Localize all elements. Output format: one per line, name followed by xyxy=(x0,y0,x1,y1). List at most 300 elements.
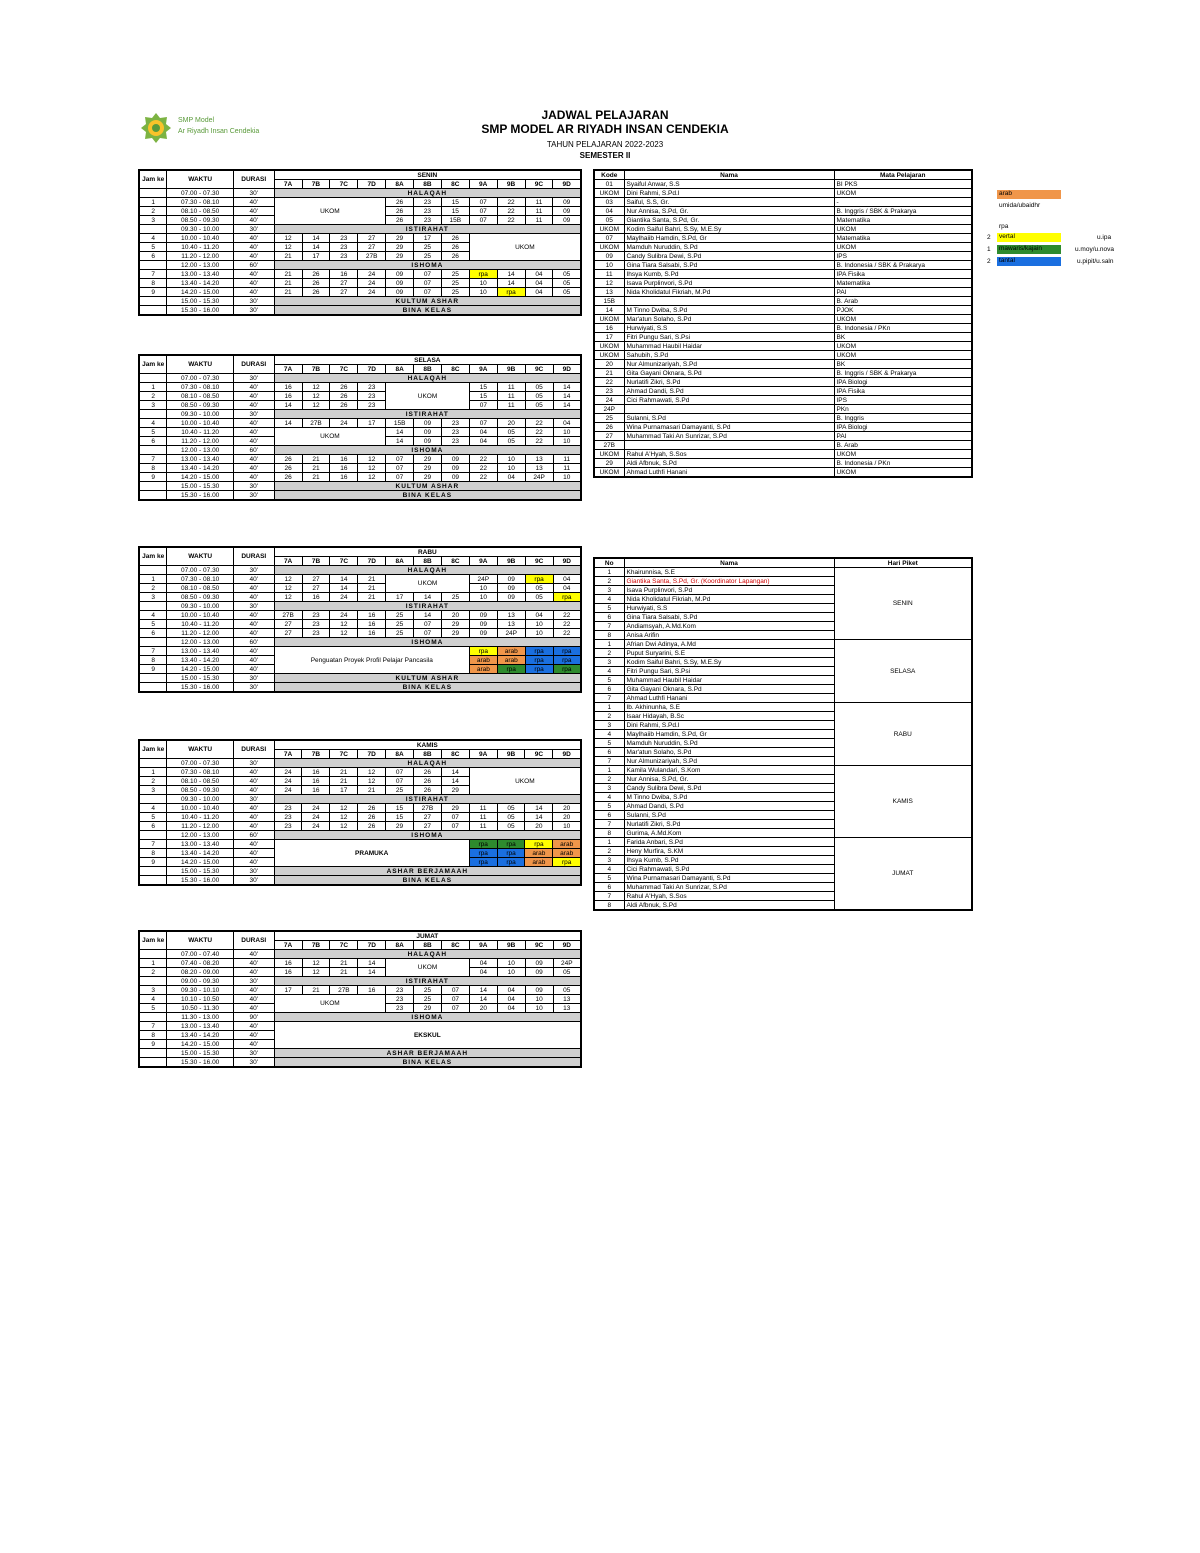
piket-number: 2 xyxy=(594,577,624,586)
class-cell: 09 xyxy=(553,216,581,225)
teacher-code: 22 xyxy=(594,378,624,387)
period-number: 7 xyxy=(139,840,167,849)
period-number: 6 xyxy=(139,252,167,261)
class-cell: 05 xyxy=(497,822,525,831)
class-cell: 29 xyxy=(386,243,414,252)
piket-number: 1 xyxy=(594,766,624,775)
class-cell: 12 xyxy=(330,813,358,822)
teacher-code: 24P xyxy=(594,405,624,414)
teacher-row xyxy=(594,441,972,450)
logo-emblem-icon xyxy=(140,112,172,144)
teacher-code: 15B xyxy=(594,297,624,306)
class-header-9D: 9D xyxy=(553,750,581,759)
teacher-subject: UKOM xyxy=(834,468,972,478)
class-cell: 27 xyxy=(358,234,386,243)
class-cell: 27B xyxy=(358,252,386,261)
class-header-8A: 8A xyxy=(386,365,414,374)
period-duration: 40' xyxy=(233,428,274,437)
period-time: 15.30 - 16.00 xyxy=(167,1058,234,1068)
activity-band: ISTIRAHAT xyxy=(274,795,581,804)
class-cell: 24 xyxy=(330,419,358,428)
period-number: 8 xyxy=(139,656,167,665)
class-cell: 09 xyxy=(525,986,553,995)
period-duration: 90' xyxy=(233,1013,274,1022)
teacher-name: Nur Annisa, S.Pd, Gr. xyxy=(624,207,834,216)
class-header-9D: 9D xyxy=(553,180,581,189)
class-cell: 07 xyxy=(414,288,442,297)
teacher-code: 17 xyxy=(594,333,624,342)
class-cell: 26 xyxy=(358,804,386,813)
class-cell: 23 xyxy=(274,813,302,822)
period-time: 13.40 - 14.20 xyxy=(167,279,234,288)
class-header-9C: 9C xyxy=(525,180,553,189)
period-duration: 40' xyxy=(233,216,274,225)
period-duration: 30' xyxy=(233,306,274,316)
piket-number: 7 xyxy=(594,622,624,631)
teacher-subject: UKOM xyxy=(834,189,972,198)
class-cell: rpa xyxy=(525,656,553,665)
piket-row xyxy=(594,703,972,712)
piket-name: M Tinno Dwiba, S.Pd xyxy=(624,793,834,802)
teacher-subject: BK xyxy=(834,333,972,342)
waktu-header: WAKTU xyxy=(167,547,234,566)
teacher-name: Ihsya Kumb, S.Pd xyxy=(624,270,834,279)
class-cell: 21 xyxy=(358,575,386,584)
class-cell: 27 xyxy=(330,288,358,297)
period-duration: 40' xyxy=(233,1004,274,1013)
class-cell: 09 xyxy=(441,464,469,473)
class-cell: arab xyxy=(553,840,581,849)
class-cell: 21 xyxy=(302,473,330,482)
class-cell: 25 xyxy=(386,786,414,795)
period-time: 08.10 - 08.50 xyxy=(167,207,234,216)
teacher-row xyxy=(594,396,972,405)
period-duration: 40' xyxy=(233,849,274,858)
logo-line-1: SMP Model xyxy=(178,117,215,124)
class-cell: 26 xyxy=(358,822,386,831)
period-number: 1 xyxy=(139,198,167,207)
period-number: 4 xyxy=(139,419,167,428)
period-number: 5 xyxy=(139,1004,167,1013)
class-header-8A: 8A xyxy=(386,557,414,566)
period-time: 09.30 - 10.00 xyxy=(167,225,234,234)
period-number: 3 xyxy=(139,216,167,225)
period-duration: 40' xyxy=(233,840,274,849)
period-time: 13.00 - 13.40 xyxy=(167,455,234,464)
class-cell: 25 xyxy=(441,270,469,279)
class-cell: 07 xyxy=(386,473,414,482)
period-duration: 40' xyxy=(233,419,274,428)
piket-day: SELASA xyxy=(834,640,972,703)
period-number: 6 xyxy=(139,629,167,638)
period-time: 08.50 - 09.30 xyxy=(167,401,234,410)
period-time: 10.40 - 11.20 xyxy=(167,243,234,252)
class-cell: 29 xyxy=(386,252,414,261)
period-time: 11.20 - 12.00 xyxy=(167,252,234,261)
schedule-row xyxy=(139,279,581,288)
class-header-8B: 8B xyxy=(414,180,442,189)
class-cell: 15 xyxy=(469,383,497,392)
class-cell: 29 xyxy=(441,786,469,795)
class-cell: 29 xyxy=(414,464,442,473)
period-time: 12.00 - 13.00 xyxy=(167,831,233,840)
class-header-8C: 8C xyxy=(442,557,470,566)
schedule-row xyxy=(139,270,581,279)
class-cell: 10 xyxy=(553,428,581,437)
period-duration: 40' xyxy=(233,593,274,602)
color-legend xyxy=(985,190,1125,270)
period-number xyxy=(139,876,167,886)
schedule-row xyxy=(139,804,581,813)
piket-number: 2 xyxy=(594,712,624,721)
class-cell: rpa xyxy=(497,858,525,867)
teacher-name: Isava Purplinvori, S.Pd xyxy=(624,279,834,288)
piket-day: SENIN xyxy=(834,568,972,640)
period-number xyxy=(139,759,167,768)
schedule-row xyxy=(139,759,581,768)
piket-name: Afrian Dwi Adinya, A.Md xyxy=(624,640,834,649)
period-number: 9 xyxy=(139,858,167,867)
teacher-subject: UKOM xyxy=(834,243,972,252)
teacher-subject: B. Indonesia / PKn xyxy=(834,459,972,468)
period-number xyxy=(139,1058,167,1068)
schedule-senin xyxy=(138,169,582,316)
class-header-9B: 9B xyxy=(497,365,525,374)
teacher-code: 03 xyxy=(594,198,624,207)
class-cell: 23 xyxy=(358,401,386,410)
legend-r1-count: 2 xyxy=(987,234,991,241)
teacher-row xyxy=(594,297,972,306)
class-cell: 10 xyxy=(497,959,525,968)
piket-number: 7 xyxy=(594,694,624,703)
class-cell: 15 xyxy=(469,392,497,401)
period-number: 7 xyxy=(139,270,167,279)
schedule-row xyxy=(139,995,581,1004)
period-number xyxy=(139,410,167,419)
piket-name: Cici Rahmawati, S.Pd xyxy=(624,865,834,874)
durasi-header: DURASI xyxy=(233,170,274,189)
class-header-7D: 7D xyxy=(358,180,386,189)
class-cell: 20 xyxy=(469,1004,497,1013)
teacher-row xyxy=(594,387,972,396)
class-cell: 04 xyxy=(469,968,497,977)
class-header-8A: 8A xyxy=(386,750,414,759)
class-cell: 23 xyxy=(274,804,302,813)
period-duration: 40' xyxy=(233,959,274,968)
class-cell: 20 xyxy=(497,419,525,428)
period-duration: 40' xyxy=(233,207,274,216)
teacher-subject: B. Indonesia / SBK & Prakarya xyxy=(834,261,972,270)
teacher-code: 16 xyxy=(594,324,624,333)
teacher-subject: IPS xyxy=(834,396,972,405)
teacher-row xyxy=(594,315,972,324)
class-header-7A: 7A xyxy=(274,365,302,374)
class-cell: 22 xyxy=(469,473,497,482)
teacher-code: 27 xyxy=(594,432,624,441)
period-time: 10.40 - 11.20 xyxy=(167,813,233,822)
class-cell: 17 xyxy=(414,234,442,243)
class-cell: 29 xyxy=(441,804,469,813)
class-cell: 09 xyxy=(441,473,469,482)
teacher-name: Sahubih, S.Pd xyxy=(624,351,834,360)
piket-name: Puput Suryarini, S.E xyxy=(624,649,834,658)
activity-band: BINA KELAS xyxy=(274,306,581,316)
class-cell: 14 xyxy=(525,813,553,822)
teacher-code: UKOM xyxy=(594,243,624,252)
period-duration: 30' xyxy=(233,1058,274,1068)
class-cell: 16 xyxy=(302,593,330,602)
teacher-name: Hurwiyati, S.S xyxy=(624,324,834,333)
class-cell: 27 xyxy=(413,822,441,831)
class-header-9D: 9D xyxy=(553,557,581,566)
period-duration: 40' xyxy=(233,1040,274,1049)
class-header-7C: 7C xyxy=(330,365,358,374)
class-cell: 05 xyxy=(553,968,581,977)
class-cell: 09 xyxy=(414,419,442,428)
period-time: 12.00 - 13.00 xyxy=(167,446,234,455)
class-cell: rpa xyxy=(469,849,497,858)
teacher-header: Mata Pelajaran xyxy=(834,170,972,180)
schedule-row xyxy=(139,813,581,822)
period-time: 11.20 - 12.00 xyxy=(167,629,234,638)
class-cell: 27 xyxy=(274,629,302,638)
period-duration: 30' xyxy=(233,225,274,234)
period-number xyxy=(139,977,167,986)
class-cell: 16 xyxy=(358,620,386,629)
period-time: 15.00 - 15.30 xyxy=(167,482,234,491)
waktu-header: WAKTU xyxy=(167,355,234,374)
period-time: 15.00 - 15.30 xyxy=(167,1049,234,1058)
period-time: 09.30 - 10.00 xyxy=(167,602,234,611)
class-cell: 23 xyxy=(302,620,330,629)
teacher-code: 21 xyxy=(594,369,624,378)
teacher-code: UKOM xyxy=(594,189,624,198)
schedule-row xyxy=(139,575,581,584)
class-cell: 14 xyxy=(497,279,525,288)
class-cell: 07 xyxy=(386,777,414,786)
teacher-name xyxy=(624,405,834,414)
activity-band: ISTIRAHAT xyxy=(274,225,581,234)
teacher-subject: Matematika xyxy=(834,279,972,288)
activity-band: KULTUM ASHAR xyxy=(274,297,581,306)
teacher-row xyxy=(594,324,972,333)
period-number: 1 xyxy=(139,383,167,392)
class-cell: 09 xyxy=(441,455,469,464)
class-cell: 27 xyxy=(274,620,302,629)
teacher-row xyxy=(594,306,972,315)
jam-header: Jam ke xyxy=(139,547,167,566)
schedule-row xyxy=(139,1049,581,1058)
teacher-row xyxy=(594,207,972,216)
schedule-row xyxy=(139,234,581,243)
class-cell: 10 xyxy=(497,968,525,977)
piket-name: Rahul A'Hyah, S.Sos xyxy=(624,892,834,901)
teacher-subject: BK xyxy=(834,360,972,369)
class-cell: 11 xyxy=(497,401,525,410)
class-cell: 22 xyxy=(469,455,497,464)
class-cell: 24 xyxy=(358,270,386,279)
piket-number: 3 xyxy=(594,658,624,667)
ukom-block: UKOM xyxy=(386,383,470,410)
teacher-code: 29 xyxy=(594,459,624,468)
schedule-kamis xyxy=(138,739,582,886)
teacher-subject: IPA Fisika xyxy=(834,387,972,396)
class-header-7A: 7A xyxy=(274,750,302,759)
class-cell: 09 xyxy=(553,207,581,216)
period-duration: 60' xyxy=(233,446,274,455)
legend-rpa: rpa xyxy=(999,223,1009,230)
period-duration: 30' xyxy=(233,674,274,683)
piket-number: 4 xyxy=(594,667,624,676)
class-cell: 22 xyxy=(469,464,497,473)
period-number: 4 xyxy=(139,804,167,813)
period-number: 3 xyxy=(139,593,167,602)
class-cell: 11 xyxy=(497,383,525,392)
schedule-row xyxy=(139,611,581,620)
class-cell: 05 xyxy=(553,279,581,288)
activity-band: HALAQAH xyxy=(274,759,581,768)
period-duration: 30' xyxy=(233,189,274,198)
p5-block: Penguatan Proyek Profil Pelajar Pancasila xyxy=(274,647,469,674)
teacher-subject: B. Inggris / SBK & Prakarya xyxy=(834,369,972,378)
period-duration: 40' xyxy=(233,813,274,822)
period-time: 12.00 - 13.00 xyxy=(167,638,234,647)
period-number xyxy=(139,1049,167,1058)
teacher-code: 14 xyxy=(594,306,624,315)
teacher-subject: UKOM xyxy=(834,315,972,324)
teacher-subject: B. Arab xyxy=(834,441,972,450)
class-cell: 25 xyxy=(386,620,414,629)
class-cell: 09 xyxy=(497,584,525,593)
teacher-code: 12 xyxy=(594,279,624,288)
schedule-row xyxy=(139,198,581,207)
piket-name: Isava Purplinvori, S.Pd xyxy=(624,586,834,595)
piket-name: Aldi Afbnuk, S.Pd xyxy=(624,901,834,911)
piket-number: 5 xyxy=(594,802,624,811)
activity-band: BINA KELAS xyxy=(274,683,581,693)
class-cell: 04 xyxy=(469,428,497,437)
class-cell: 12 xyxy=(358,777,386,786)
class-cell: 21 xyxy=(274,270,302,279)
class-cell: 23 xyxy=(441,419,469,428)
period-time: 13.00 - 13.40 xyxy=(167,840,233,849)
period-duration: 60' xyxy=(233,638,274,647)
class-cell: 05 xyxy=(497,437,525,446)
teacher-code: 04 xyxy=(594,207,624,216)
period-duration: 40' xyxy=(233,822,274,831)
teacher-subject: B. Arab xyxy=(834,297,972,306)
waktu-header: WAKTU xyxy=(167,740,233,759)
legend-r1-right: u.ipa xyxy=(1097,234,1112,241)
period-number: 5 xyxy=(139,428,167,437)
period-time: 15.00 - 15.30 xyxy=(167,297,234,306)
class-cell: 26 xyxy=(274,455,302,464)
class-cell: 25 xyxy=(414,986,442,995)
period-duration: 30' xyxy=(233,482,274,491)
class-cell: 23 xyxy=(441,437,469,446)
teacher-name: Fitri Pungu Sari, S.Psi xyxy=(624,333,834,342)
piket-number: 1 xyxy=(594,568,624,577)
period-duration: 30' xyxy=(233,297,274,306)
class-header-9A: 9A xyxy=(469,750,497,759)
period-number: 9 xyxy=(139,473,167,482)
class-header-7A: 7A xyxy=(274,180,302,189)
schedule-row xyxy=(139,876,581,886)
schedule-row xyxy=(139,1022,581,1031)
teacher-row xyxy=(594,378,972,387)
period-time: 13.40 - 14.20 xyxy=(167,849,233,858)
piket-number: 5 xyxy=(594,874,624,883)
teacher-row xyxy=(594,423,972,432)
class-cell: rpa xyxy=(525,665,553,674)
class-cell: 07 xyxy=(441,1004,469,1013)
schedule-row xyxy=(139,620,581,629)
schedule-row xyxy=(139,867,581,876)
ekskul-block: EKSKUL xyxy=(274,1022,581,1049)
class-cell: arab xyxy=(525,858,553,867)
class-cell: 16 xyxy=(330,270,358,279)
class-cell: 26 xyxy=(441,252,469,261)
class-cell: rpa xyxy=(497,288,525,297)
class-cell: 17 xyxy=(386,593,414,602)
class-cell: rpa xyxy=(469,840,497,849)
class-cell: 21 xyxy=(274,279,302,288)
class-cell: 05 xyxy=(497,813,525,822)
class-cell: 21 xyxy=(302,455,330,464)
class-cell: 12 xyxy=(274,243,302,252)
period-time: 10.10 - 10.50 xyxy=(167,995,234,1004)
piket-number: 1 xyxy=(594,640,624,649)
class-cell: 29 xyxy=(386,234,414,243)
class-cell: 16 xyxy=(274,959,302,968)
schedule-row xyxy=(139,446,581,455)
schedule-row xyxy=(139,410,581,419)
teacher-header: Nama xyxy=(624,170,834,180)
jam-header: Jam ke xyxy=(139,355,167,374)
period-number xyxy=(139,638,167,647)
teacher-subject: B. Indonesia / PKn xyxy=(834,324,972,333)
teacher-name: Cici Rahmawati, S.Pd xyxy=(624,396,834,405)
class-cell: 16 xyxy=(358,611,386,620)
period-time: 10.40 - 11.20 xyxy=(167,620,234,629)
teacher-name: Giantika Santa, S.Pd, Gr. xyxy=(624,216,834,225)
teacher-subject: PKn xyxy=(834,405,972,414)
period-time: 08.10 - 08.50 xyxy=(167,777,233,786)
piket-number: 5 xyxy=(594,739,624,748)
class-cell: 10 xyxy=(553,822,581,831)
legend-r3-right: u.pipit/u.saln xyxy=(1077,258,1114,265)
class-cell: 12 xyxy=(274,234,302,243)
waktu-header: WAKTU xyxy=(167,931,234,950)
class-cell: 12 xyxy=(358,768,386,777)
teacher-name: Gita Gayani Oknara, S.Pd xyxy=(624,369,834,378)
class-cell: rpa xyxy=(525,575,553,584)
class-cell: 20 xyxy=(553,813,581,822)
class-cell: 25 xyxy=(441,288,469,297)
period-number: 4 xyxy=(139,234,167,243)
class-cell: rpa xyxy=(553,665,581,674)
class-cell: rpa xyxy=(469,858,497,867)
activity-band: HALAQAH xyxy=(274,566,581,575)
class-cell: 12 xyxy=(302,383,330,392)
period-number: 2 xyxy=(139,207,167,216)
piket-number: 6 xyxy=(594,748,624,757)
ukom-block: UKOM xyxy=(386,959,470,977)
period-duration: 40' xyxy=(233,995,274,1004)
period-number: 8 xyxy=(139,849,167,858)
schedule-row xyxy=(139,306,581,316)
period-duration: 30' xyxy=(233,876,274,886)
